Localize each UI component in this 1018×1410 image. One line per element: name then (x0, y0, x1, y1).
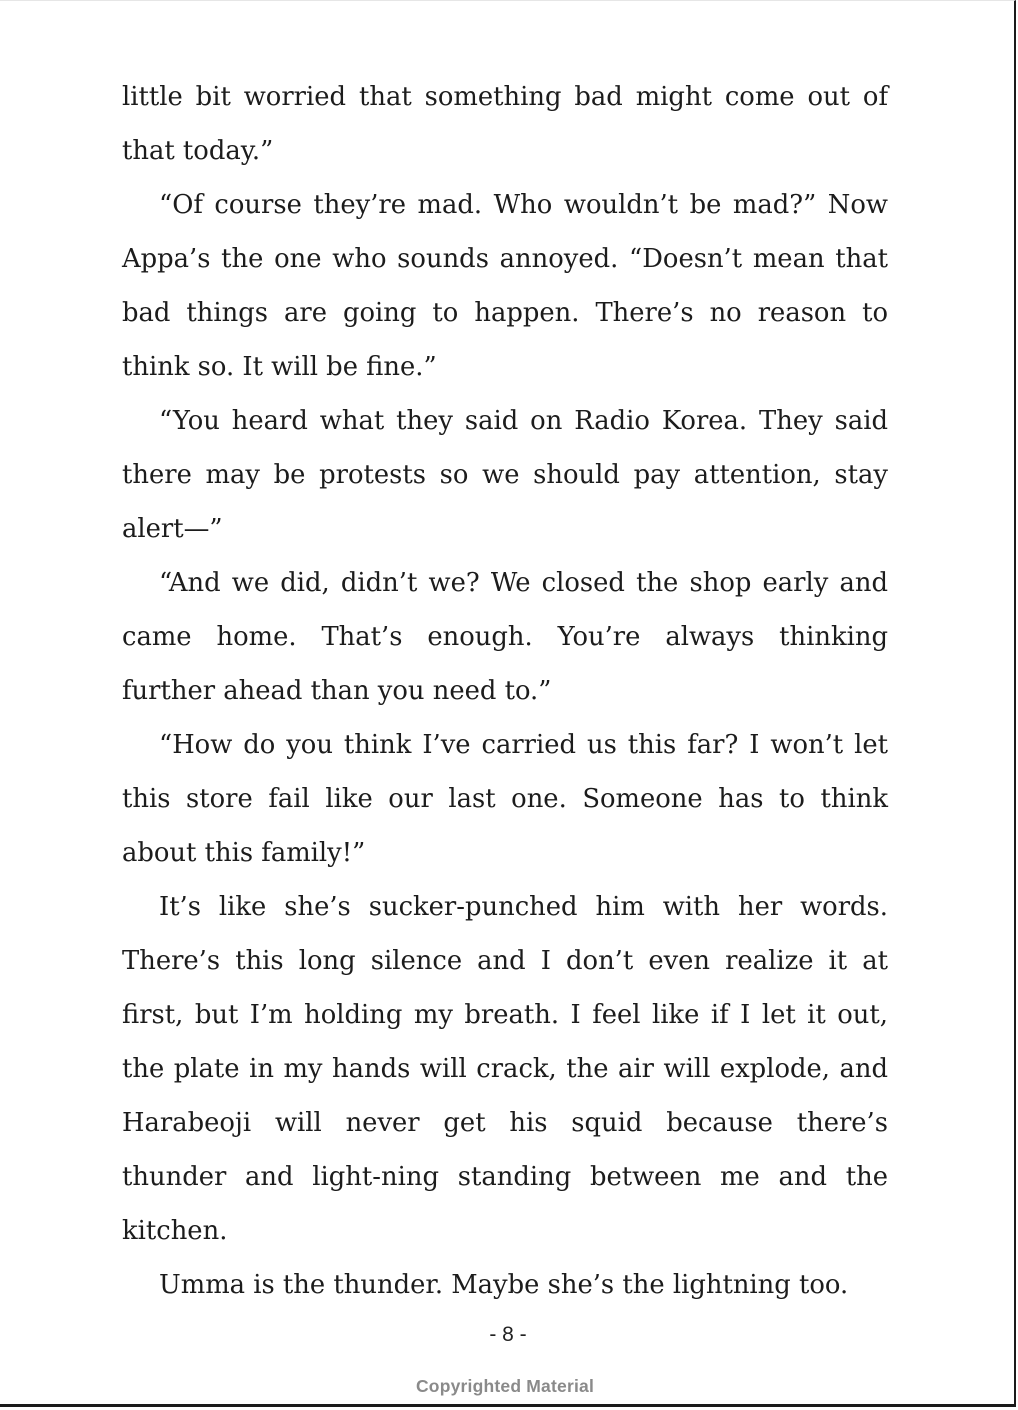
page-number: - 8 - (489, 1323, 527, 1346)
body-text (122, 70, 888, 1312)
paragraph: “And we did, didn’t we? We closed the shop early and came home. That’s enough. You’re always thinking further ahead than you need to.” (122, 568, 888, 706)
paragraph: little bit worried that something bad might come out of that today.” (122, 82, 888, 166)
paragraph: It’s like she’s sucker-punched him with her words. There’s this long silence and I don’t even realize it at first, but I’m holding my breath. I feel like if I let it out, the plate in my hands will crack, the air will explode, and Harabeoji will never get his squid because there’s thunder and light-ning standing between me and the kitchen. (122, 892, 888, 1246)
paragraph: “Of course they’re mad. Who wouldn’t be mad?” Now Appa’s the one who sounds annoyed. “Doesn’t mean that bad things are going to happen. There’s no reason to think so. It will be fine.” (122, 190, 888, 382)
paragraph: “You heard what they said on Radio Korea. They said there may be protests so we should pay attention, stay alert—” (122, 406, 888, 544)
paragraph: “How do you think I’ve carried us this far? I won’t let this store fail like our last one. Someone has to think about this family!” (122, 730, 888, 868)
copyright-notice: Copyrighted Material (415, 1376, 595, 1396)
paragraph: Umma is the thunder. Maybe she’s the lightning too. (159, 1270, 849, 1300)
